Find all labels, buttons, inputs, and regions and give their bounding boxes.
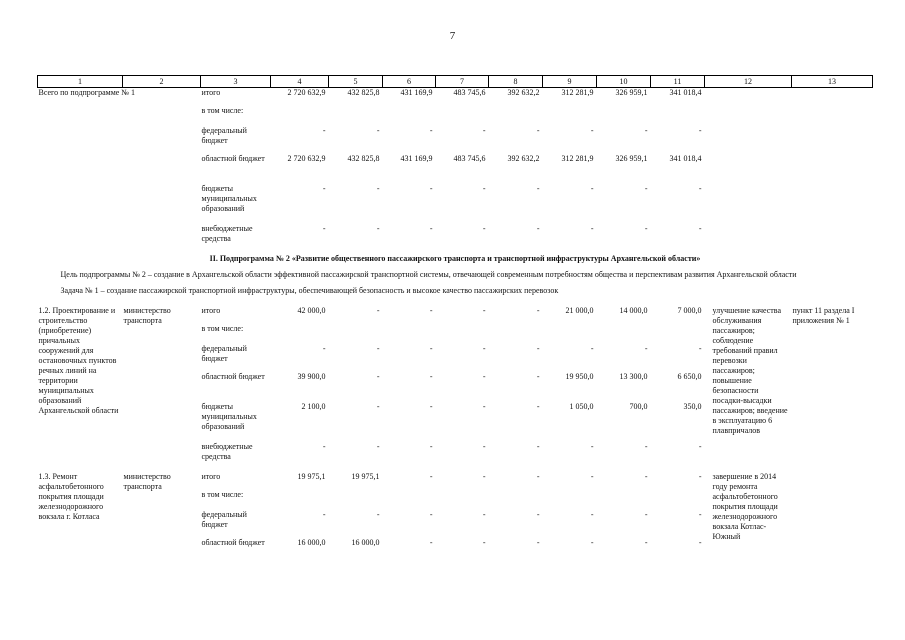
amount-cell [651,106,705,126]
amount-cell: 392 632,2 [507,153,540,163]
amount-cell: 483 745,6 [453,88,486,97]
subprogram2-task: Задача № 1 – создание пассажирской транспортной инфраструктуры, обеспечивающей безопасность и высокое качество пассажирских перевозок [60,285,559,295]
amount-cell: 431 169,9 [400,88,433,97]
funding-source-cell: федеральный бюджет [201,343,247,363]
amount-cell: - [376,509,380,519]
amount-cell: - [429,223,433,233]
item-executor-cell: министерство транспорта [123,305,171,325]
item-name-cell: 1.3. Ремонт асфальтобетонного покрытия площади железнодорожного вокзала г. Котласа [38,471,104,521]
amount-cell: 341 018,4 [669,88,702,97]
amount-cell [329,324,383,344]
amount-cell: - [644,441,648,451]
col-header: 9 [543,76,597,88]
amount-cell: 432 825,8 [347,88,380,97]
item-link-cell [792,472,873,568]
col-header: 8 [489,76,543,88]
funding-source-cell: внебюджетные средства [201,441,253,461]
funding-source-cell: в том числе: [201,105,244,115]
amount-cell: - [644,537,648,547]
amount-cell: - [590,537,594,547]
amount-cell: 42 000,0 [297,305,326,315]
funding-source-cell: федеральный бюджет [201,509,247,529]
amount-cell: 483 745,6 [453,153,486,163]
amount-cell: 392 632,2 [507,88,540,97]
amount-cell: - [376,401,380,411]
col-header: 11 [651,76,705,88]
amount-cell: 326 959,1 [615,88,648,97]
funding-source-cell: бюджеты муниципальных образований [201,183,257,213]
amount-cell: 21 000,0 [565,305,594,315]
funding-source-cell: итого [201,305,221,315]
amount-cell [597,490,651,510]
amount-cell [383,324,436,344]
amount-cell: - [482,183,486,193]
amount-cell: - [376,441,380,451]
amount-cell: - [590,441,594,451]
amount-cell: 432 825,8 [347,153,380,163]
amount-cell: - [698,471,702,481]
col-header: 2 [123,76,201,88]
amount-cell: - [429,471,433,481]
amount-cell: 341 018,4 [669,153,702,163]
amount-cell: 16 000,0 [351,537,380,547]
amount-cell: - [482,509,486,519]
amount-cell: - [698,537,702,547]
amount-cell: - [429,537,433,547]
amount-cell: 700,0 [629,401,648,411]
amount-cell: - [482,401,486,411]
amount-cell: - [482,125,486,135]
subprogram2-title: II. Подпрограмма № 2 «Развитие общественного пассажирского транспорта и транспортной инфраструктуры Архангельской области» [209,253,701,263]
amount-cell: - [698,125,702,135]
table-row [38,88,873,106]
amount-cell: - [429,371,433,381]
amount-cell: - [429,183,433,193]
amount-cell: - [429,125,433,135]
subprogram1-total-block [38,88,873,248]
amount-cell [543,106,597,126]
amount-cell: - [322,441,326,451]
amount-cell: - [644,509,648,519]
amount-cell: - [376,371,380,381]
amount-cell [489,324,543,344]
amount-cell: - [590,343,594,353]
subprogram1-total-label: Всего по подпрограмме № 1 [38,88,135,97]
amount-cell: 6 650,0 [677,371,702,381]
amount-cell: - [536,343,540,353]
funding-source-cell: областной бюджет [201,153,265,163]
funding-source-cell: федеральный бюджет [201,125,247,145]
amount-cell: - [482,223,486,233]
amount-cell: 431 169,9 [400,153,433,163]
amount-cell [597,106,651,126]
amount-cell: - [536,223,540,233]
amount-cell: 19 975,1 [351,471,380,481]
amount-cell: - [644,343,648,353]
subprogram2-goal: Цель подпрограммы № 2 – создание в Архангельской области эффективной пассажирской транспортной системы, отвечающей современным потребностям общества и перспективам развития Архангельской области [60,269,797,279]
amount-cell: - [590,509,594,519]
funding-source-cell: итого [201,471,221,481]
amount-cell [329,106,383,126]
amount-cell: - [644,471,648,481]
amount-cell: - [429,509,433,519]
amount-cell: - [698,343,702,353]
amount-cell: - [698,509,702,519]
amount-cell: - [429,343,433,353]
amount-cell: - [536,305,540,315]
amount-cell: 312 281,9 [561,88,594,97]
amount-cell: 2 720 632,9 [287,88,326,97]
col-header: 3 [201,76,271,88]
link-cell [792,88,873,248]
funding-source-cell: в том числе: [201,323,244,333]
amount-cell: - [698,223,702,233]
amount-cell [597,324,651,344]
amount-cell: 350,0 [683,401,702,411]
funding-source-cell: областной бюджет [201,371,265,381]
funding-source-cell: областной бюджет [201,537,265,547]
amount-cell: 2 720 632,9 [287,153,326,163]
amount-cell: 312 281,9 [561,153,594,163]
amount-cell: - [536,441,540,451]
amount-cell: - [482,441,486,451]
amount-cell: - [536,471,540,481]
amount-cell: - [536,125,540,135]
header-row [38,76,873,88]
amount-cell: - [590,125,594,135]
amount-cell: - [376,183,380,193]
amount-cell: - [536,371,540,381]
amount-cell [329,490,383,510]
amount-cell: 326 959,1 [615,153,648,163]
col-header: 6 [383,76,436,88]
items-block [38,306,873,568]
amount-cell [436,106,489,126]
funding-source-cell: итого [201,88,221,97]
amount-cell: - [322,343,326,353]
amount-cell [271,490,329,510]
amount-cell [271,106,329,126]
amount-cell: - [376,223,380,233]
col-header: 10 [597,76,651,88]
funding-source-cell: бюджеты муниципальных образований [201,401,257,431]
amount-cell: - [482,537,486,547]
amount-cell: 14 000,0 [619,305,648,315]
item-executor-cell: министерство транспорта [123,471,171,491]
amount-cell: 13 300,0 [619,371,648,381]
amount-cell [651,490,705,510]
item-result-cell: улучшение качества обслуживания пассажиров; соблюдение требований правил перевозки пассажиров; повышение безопасности посадки-высадки пассажиров; введение в эксплуатацию 6 плавпричалов [712,305,788,435]
amount-cell [436,324,489,344]
amount-cell: 1 050,0 [569,401,594,411]
item-result-cell: завершение в 2014 году ремонта асфальтобетонного покрытия площади железнодорожного вокзала Котлас-Южный [712,471,778,541]
amount-cell: - [429,401,433,411]
subprogram2-heading-block [38,248,873,306]
amount-cell [651,324,705,344]
amount-cell: - [644,223,648,233]
amount-cell: - [590,223,594,233]
amount-cell: 19 950,0 [565,371,594,381]
amount-cell [383,106,436,126]
amount-cell: - [698,441,702,451]
col-header: 5 [329,76,383,88]
amount-cell: - [376,125,380,135]
amount-cell [489,490,543,510]
amount-cell: - [536,509,540,519]
amount-cell [271,324,329,344]
amount-cell [436,490,489,510]
amount-cell [383,490,436,510]
amount-cell: - [482,305,486,315]
amount-cell: - [482,371,486,381]
col-header: 13 [792,76,873,88]
amount-cell: - [644,125,648,135]
amount-cell [489,106,543,126]
amount-cell: - [322,509,326,519]
item-link-cell: пункт 11 раздела I приложения № 1 [792,305,855,325]
amount-cell: 39 900,0 [297,371,326,381]
amount-cell: - [482,343,486,353]
col-header: 4 [271,76,329,88]
program-table [37,75,873,568]
amount-cell: - [590,471,594,481]
amount-cell: 16 000,0 [297,537,326,547]
amount-cell: 2 100,0 [301,401,326,411]
amount-cell: - [322,183,326,193]
item-name-cell: 1.2. Проектирование и строительство (приобретение) причальных сооружений для остановочных пунктов речных линий на территории муниципальных образований Архангельской области [38,305,119,415]
amount-cell: - [536,537,540,547]
amount-cell: - [322,125,326,135]
funding-source-cell: в том числе: [201,489,244,499]
amount-cell: - [536,183,540,193]
amount-cell: - [429,305,433,315]
amount-cell: - [698,183,702,193]
page-number: 7 [449,30,456,42]
amount-cell [543,324,597,344]
amount-cell: - [376,305,380,315]
amount-cell: - [590,183,594,193]
amount-cell: 19 975,1 [297,471,326,481]
amount-cell: - [482,471,486,481]
amount-cell: - [376,343,380,353]
result-cell [705,88,792,248]
amount-cell: - [644,183,648,193]
amount-cell: - [536,401,540,411]
col-header: 7 [436,76,489,88]
table-row [38,472,873,490]
amount-cell [543,490,597,510]
col-header: 1 [38,76,123,88]
funding-source-cell: внебюджетные средства [201,223,253,243]
col-header: 12 [705,76,792,88]
table-row [38,306,873,324]
amount-cell: 7 000,0 [677,305,702,315]
amount-cell: - [322,223,326,233]
amount-cell: - [429,441,433,451]
